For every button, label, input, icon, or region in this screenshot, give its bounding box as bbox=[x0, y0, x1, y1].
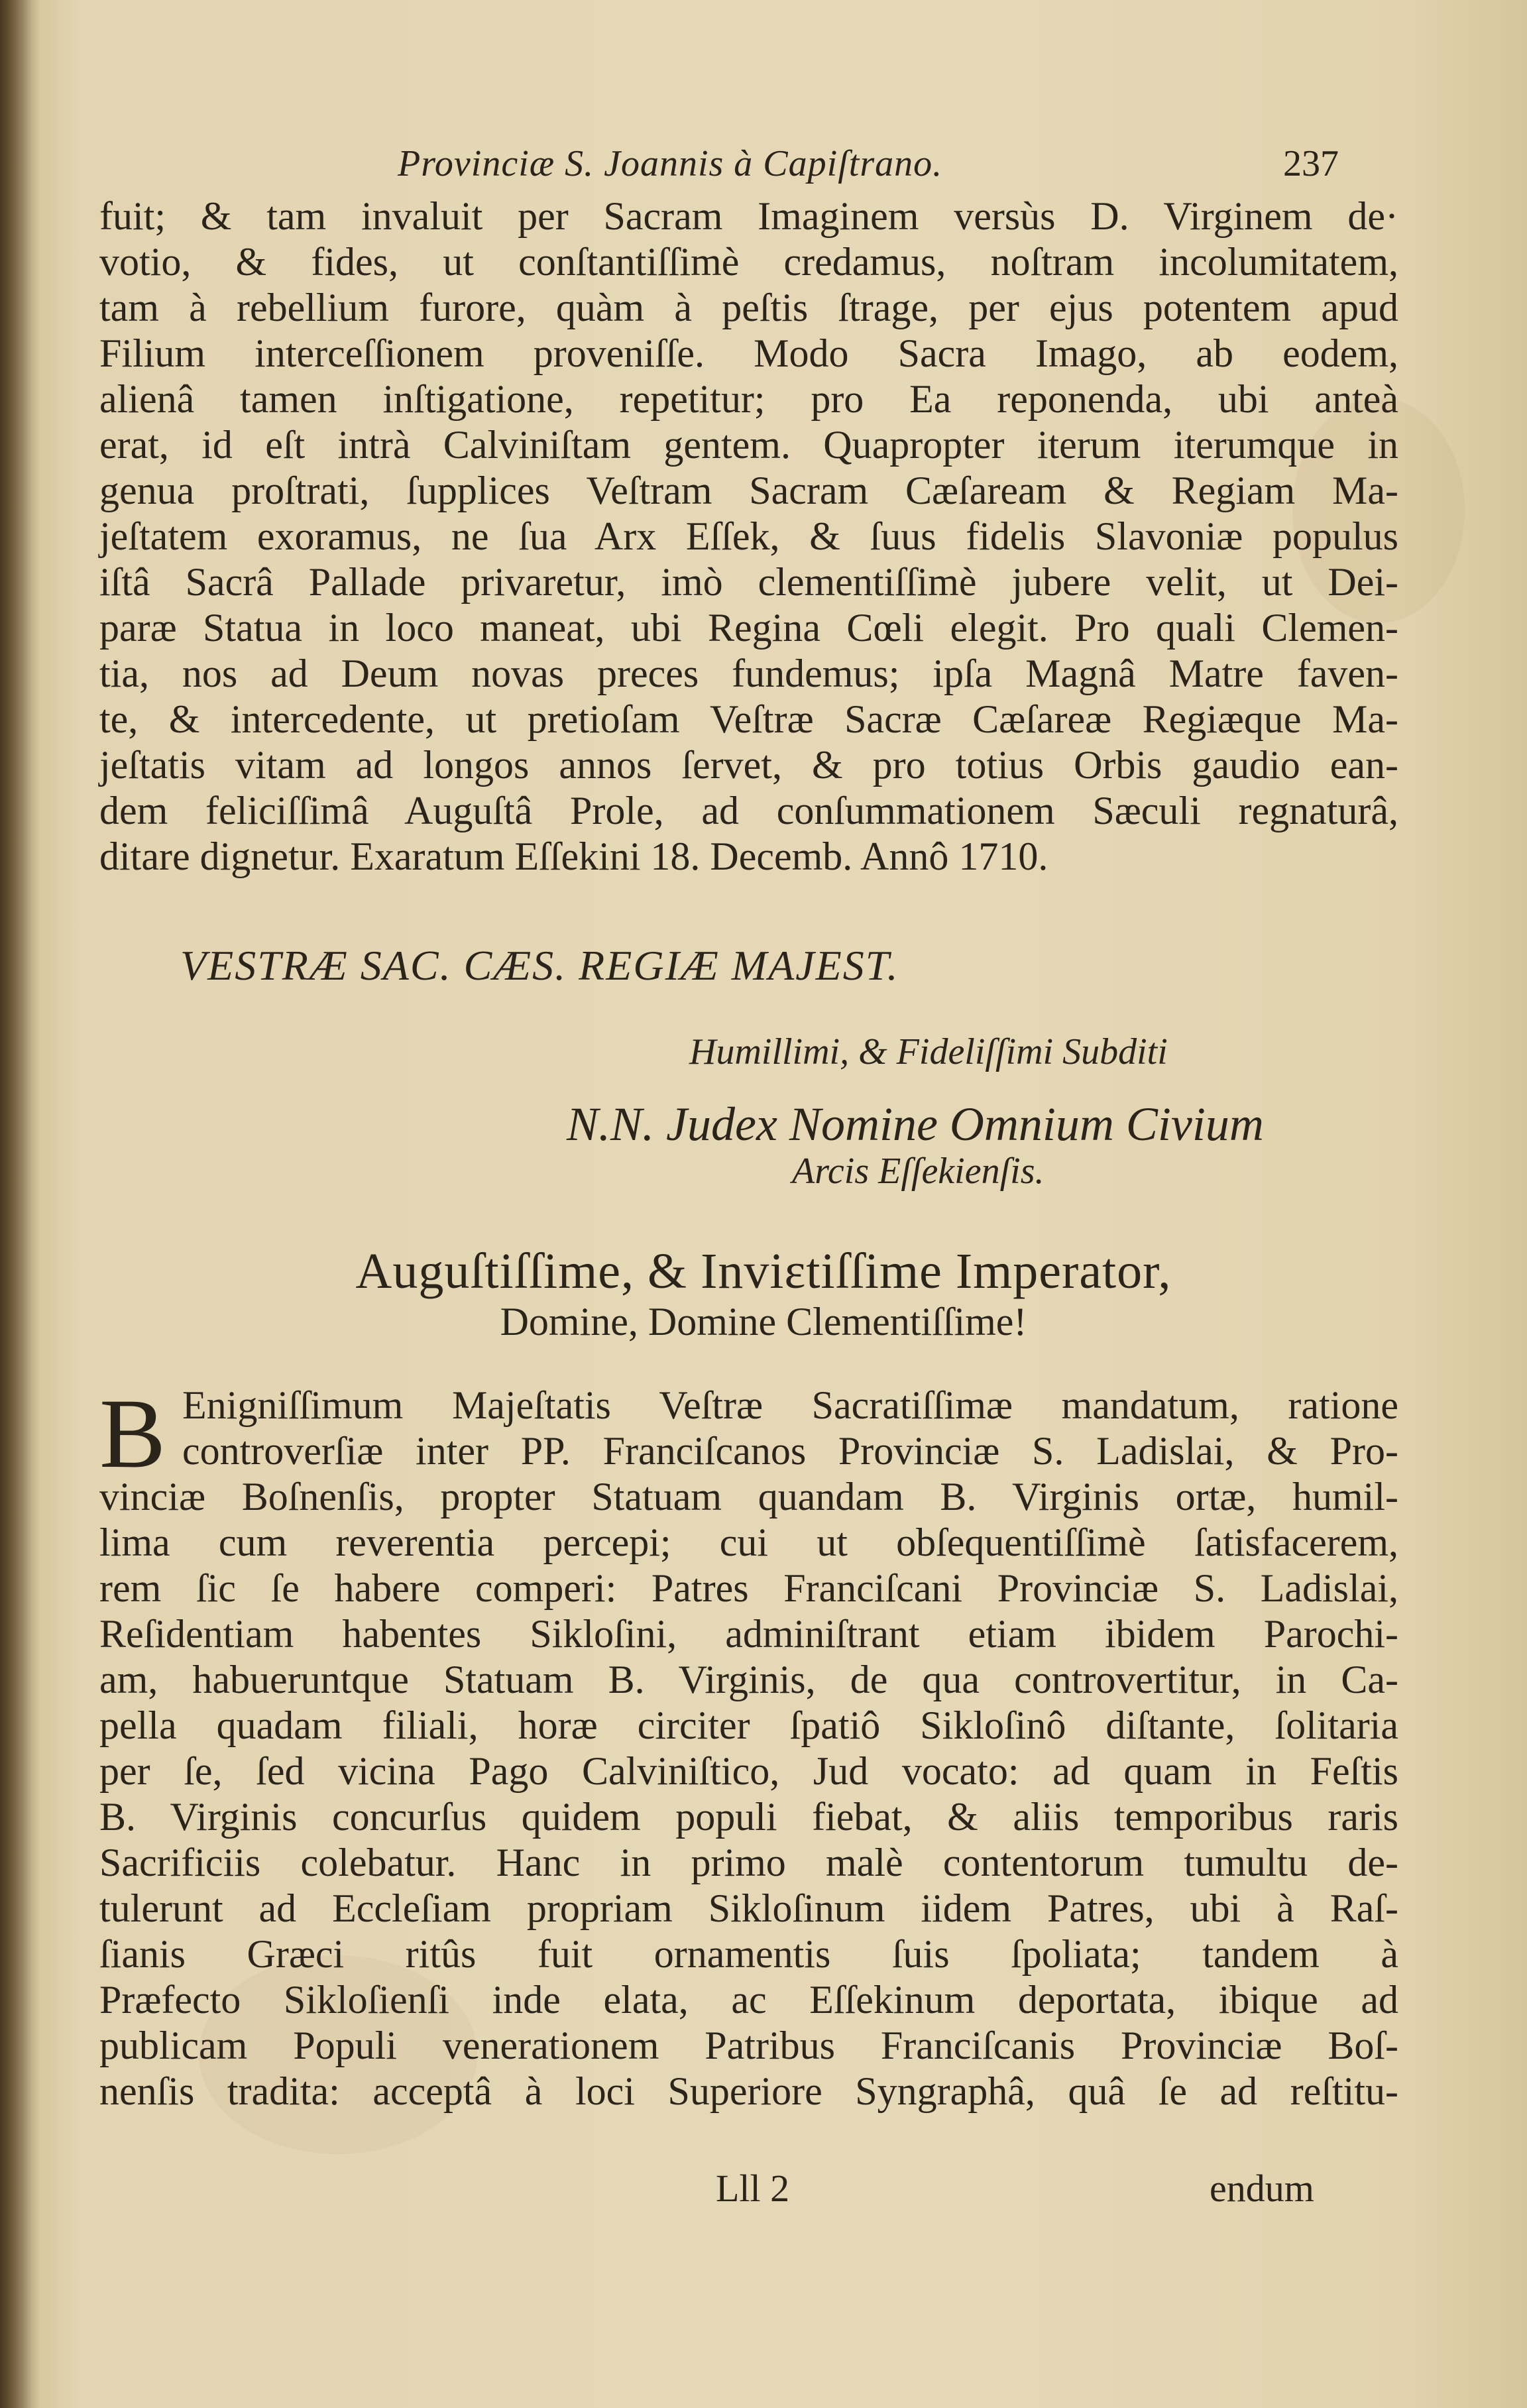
gutter-shadow bbox=[0, 0, 40, 2408]
address-heading: Auguſtiſſime, & Inviɛtiſſime Imperator, bbox=[355, 1243, 1172, 1299]
text-line: lima cum reverentia percepi; cui ut obſequentiſſimè ſatisfacerem, bbox=[99, 1520, 1398, 1564]
signature-line-1: Humillimi, & Fideliſſimi Subditi bbox=[689, 1031, 1168, 1072]
text-line: iſtâ Sacrâ Pallade privaretur, imò clementiſſimè jubere velit, ut Dei- bbox=[99, 560, 1398, 604]
text-line: Enigniſſimum Majeſtatis Veſtræ Sacratiſſimæ mandatum, ratione bbox=[182, 1383, 1398, 1427]
text-line: ditare dignetur. Exaratum Eſſekini 18. Decemb. Annô 1710. bbox=[99, 834, 1048, 878]
running-head bbox=[398, 143, 1339, 196]
text-line: am, habueruntque Statuam B. Virginis, de qua controvertitur, in Ca- bbox=[99, 1658, 1398, 1701]
address-subheading: Domine, Domine Clementiſſime! bbox=[500, 1300, 1027, 1344]
drop-cap: B bbox=[99, 1379, 166, 1489]
text-line: nenſis tradita: acceptâ à loci Superiore Syngraphâ, quâ ſe ad reſtitu- bbox=[99, 2069, 1398, 2113]
signature-line-2: N.N. Judex Nomine Omnium Civium bbox=[567, 1098, 1264, 1151]
running-head-title: Provinciæ S. Joannis à Capiſtrano. bbox=[398, 143, 943, 184]
signature-line-3: Arcis Eſſekienſis. bbox=[792, 1151, 1045, 1192]
paragraph-report bbox=[99, 1379, 1398, 2114]
text-line: Filium interceſſionem proveniſſe. Modo Sacra Imago, ab eodem, bbox=[99, 331, 1398, 375]
text-line: jeſtatis vitam ad longos annos ſervet, & pro totius Orbis gaudio ean- bbox=[99, 743, 1398, 787]
catchword: endum bbox=[1210, 2167, 1314, 2210]
text-line: ſianis Græci ritûs fuit ornamentis ſuis ſpoliata; tandem à bbox=[99, 1932, 1398, 1976]
text-line: Præfecto Sikloſienſi inde elata, ac Eſſekinum deportata, ibique ad bbox=[99, 1978, 1398, 2022]
text-line: B. Virginis concurſus quidem populi fiebat, & aliis temporibus raris bbox=[99, 1795, 1398, 1839]
paragraph-letter-continuation bbox=[99, 194, 1398, 880]
text-line: fuit; & tam invaluit per Sacram Imaginem versùs D. Virginem de· bbox=[99, 194, 1398, 238]
text-line: tam à rebellium furore, quàm à peſtis ſtrage, per ejus potentem apud bbox=[99, 286, 1398, 329]
closing-salutation: VESTRÆ SAC. CÆS. REGIÆ MAJEST. bbox=[180, 942, 899, 989]
text-line: te, & intercedente, ut pretioſam Veſtræ Sacræ Cæſareæ Regiæque Ma- bbox=[99, 697, 1398, 741]
text-line: controverſiæ inter PP. Franciſcanos Provinciæ S. Ladislai, & Pro- bbox=[182, 1429, 1398, 1473]
text-line: Sacrificiis colebatur. Hanc in primo malè contentorum tumultu de- bbox=[99, 1841, 1398, 1884]
text-line: jeſtatem exoramus, ne ſua Arx Eſſek, & ſuus fidelis Slavoniæ populus bbox=[99, 514, 1398, 558]
text-line: genua proſtrati, ſupplices Veſtram Sacram Cæſaream & Regiam Ma- bbox=[99, 469, 1398, 512]
text-line: pella quadam filiali, horæ circiter ſpatiô Sikloſinô diſtante, ſolitaria bbox=[99, 1703, 1398, 1747]
text-line: per ſe, ſed vicina Pago Calviniſtico, Jud vocato: ad quam in Feſtis bbox=[99, 1749, 1398, 1793]
text-line: tia, nos ad Deum novas preces fundemus; ipſa Magnâ Matre faven- bbox=[99, 652, 1398, 695]
text-line: alienâ tamen inſtigatione, repetitur; pro Ea reponenda, ubi anteà bbox=[99, 377, 1398, 421]
text-line: votio, & fides, ut conſtantiſſimè credamus, noſtram incolumitatem, bbox=[99, 240, 1398, 284]
printer-signature-mark: Lll 2 bbox=[716, 2167, 790, 2210]
page-number: 237 bbox=[1283, 143, 1339, 184]
text-line: rem ſic ſe habere comperi: Patres Franciſcani Provinciæ S. Ladislai, bbox=[99, 1566, 1398, 1610]
text-line: paræ Statua in loco maneat, ubi Regina Cœli elegit. Pro quali Clemen- bbox=[99, 606, 1398, 650]
text-line: Reſidentiam habentes Sikloſini, adminiſtrant etiam ibidem Parochi- bbox=[99, 1612, 1398, 1656]
text-line: erat, id eſt intrà Calviniſtam gentem. Quapropter iterum iterumque in bbox=[99, 423, 1398, 467]
text-line: tulerunt ad Eccleſiam propriam Sikloſinum iidem Patres, ubi à Raſ- bbox=[99, 1886, 1398, 1930]
text-line: vinciæ Boſnenſis, propter Statuam quandam B. Virginis ortæ, humil- bbox=[99, 1475, 1398, 1519]
text-line: publicam Populi venerationem Patribus Franciſcanis Provinciæ Boſ- bbox=[99, 2024, 1398, 2067]
text-line: dem feliciſſimâ Auguſtâ Prole, ad conſummationem Sæculi regnaturâ, bbox=[99, 789, 1398, 832]
